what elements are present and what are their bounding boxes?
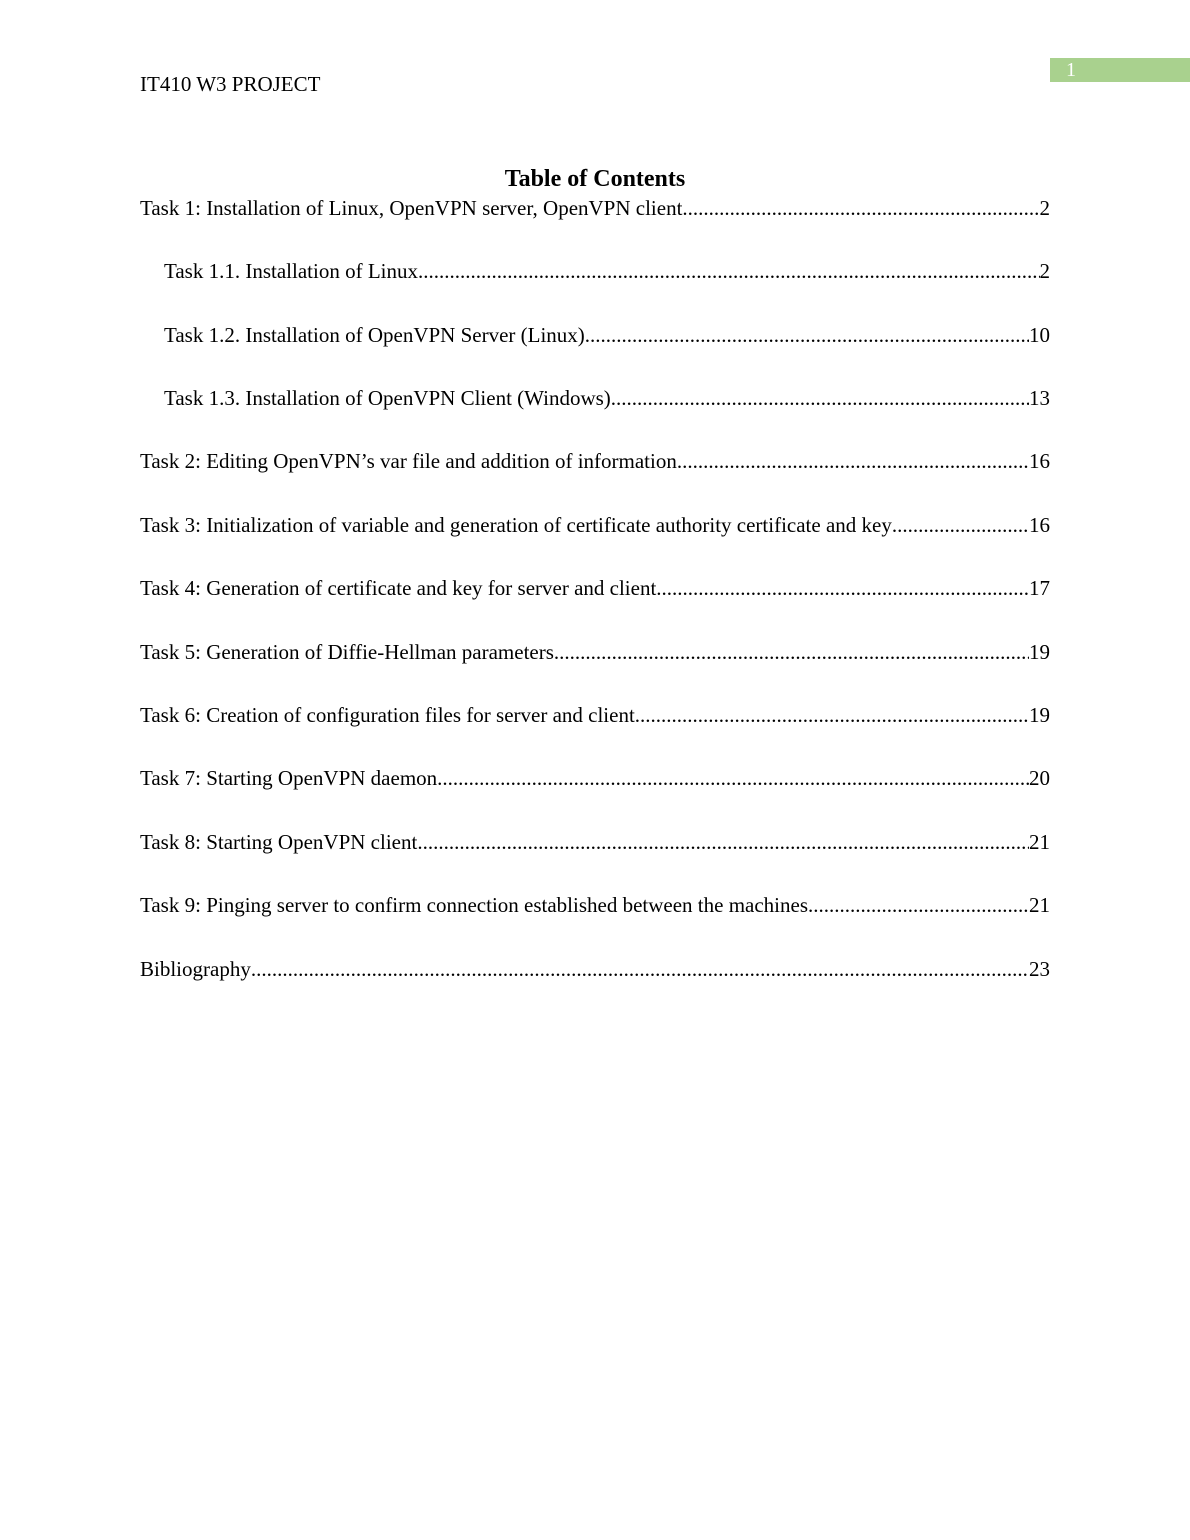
toc-entry-title: Task 1.2. Installation of OpenVPN Server (Linux) (164, 323, 585, 347)
toc-dot-leader (251, 956, 1029, 982)
toc-entry-title: Task 3: Initialization of variable and generation of certificate authority certificate and key (140, 513, 892, 537)
toc-page-number: 20 (1029, 766, 1050, 790)
toc-page-number: 13 (1029, 386, 1050, 410)
toc-dot-leader (682, 195, 1039, 221)
toc-entry-bibliography[interactable] (140, 956, 1050, 982)
toc-page-number: 10 (1029, 323, 1050, 347)
toc-entry-task-9[interactable] (140, 892, 1050, 918)
toc-entry-task-1-3[interactable] (164, 385, 1050, 411)
toc-entry-task-8[interactable] (140, 829, 1050, 855)
toc-page-number: 2 (1039, 259, 1050, 283)
document-title: IT410 W3 PROJECT (140, 72, 321, 96)
toc-entry-title: Task 1.1. Installation of Linux (164, 259, 418, 283)
toc-entry-task-5[interactable] (140, 639, 1050, 665)
toc-entry-title: Task 7: Starting OpenVPN daemon (140, 766, 438, 790)
page-number-badge (1050, 58, 1190, 82)
toc-dot-leader (554, 639, 1029, 665)
page-number: 1 (1066, 59, 1076, 81)
toc-entry-title: Task 5: Generation of Diffie-Hellman parameters (140, 640, 554, 664)
toc-dot-leader (585, 322, 1029, 348)
toc-entry-task-6[interactable] (140, 702, 1050, 728)
table-of-contents (140, 0, 1050, 1540)
toc-page-number: 16 (1029, 513, 1050, 537)
toc-page-number: 21 (1029, 893, 1050, 917)
toc-entry-title: Bibliography (140, 957, 251, 981)
toc-dot-leader (437, 765, 1029, 791)
toc-entry-title: Task 1.3. Installation of OpenVPN Client (Windows) (164, 386, 611, 410)
toc-entry-task-4[interactable] (140, 575, 1050, 601)
toc-dot-leader (808, 892, 1029, 918)
toc-page-number: 16 (1029, 449, 1050, 473)
toc-dot-leader (677, 448, 1029, 474)
toc-dot-leader (418, 258, 1040, 284)
toc-entry-task-3[interactable] (140, 512, 1050, 538)
toc-dot-leader (656, 575, 1029, 601)
toc-page-number: 19 (1029, 703, 1050, 727)
toc-dot-leader (892, 512, 1029, 538)
toc-entry-task-1-1[interactable] (164, 258, 1050, 284)
toc-entry-title: Task 8: Starting OpenVPN client (140, 830, 418, 854)
toc-entry-title: Task 2: Editing OpenVPN’s var file and addition of information (140, 449, 677, 473)
toc-entry-task-1[interactable] (140, 195, 1050, 221)
toc-entry-title: Task 6: Creation of configuration files for server and client (140, 703, 635, 727)
toc-heading: Table of Contents (504, 166, 686, 192)
toc-page-number: 23 (1029, 957, 1050, 981)
toc-entry-title: Task 4: Generation of certificate and key for server and client (140, 576, 657, 600)
toc-entry-task-7[interactable] (140, 765, 1050, 791)
toc-page-number: 2 (1039, 196, 1050, 220)
toc-dot-leader (635, 702, 1029, 728)
toc-entry-title: Task 1: Installation of Linux, OpenVPN server, OpenVPN client (140, 196, 683, 220)
toc-entry-task-1-2[interactable] (164, 322, 1050, 348)
toc-entry-task-2[interactable] (140, 448, 1050, 474)
toc-dot-leader (611, 385, 1029, 411)
toc-page-number: 19 (1029, 640, 1050, 664)
toc-dot-leader (417, 829, 1029, 855)
toc-page-number: 17 (1029, 576, 1050, 600)
toc-page-number: 21 (1029, 830, 1050, 854)
toc-entry-title: Task 9: Pinging server to confirm connection established between the machines (140, 893, 809, 917)
